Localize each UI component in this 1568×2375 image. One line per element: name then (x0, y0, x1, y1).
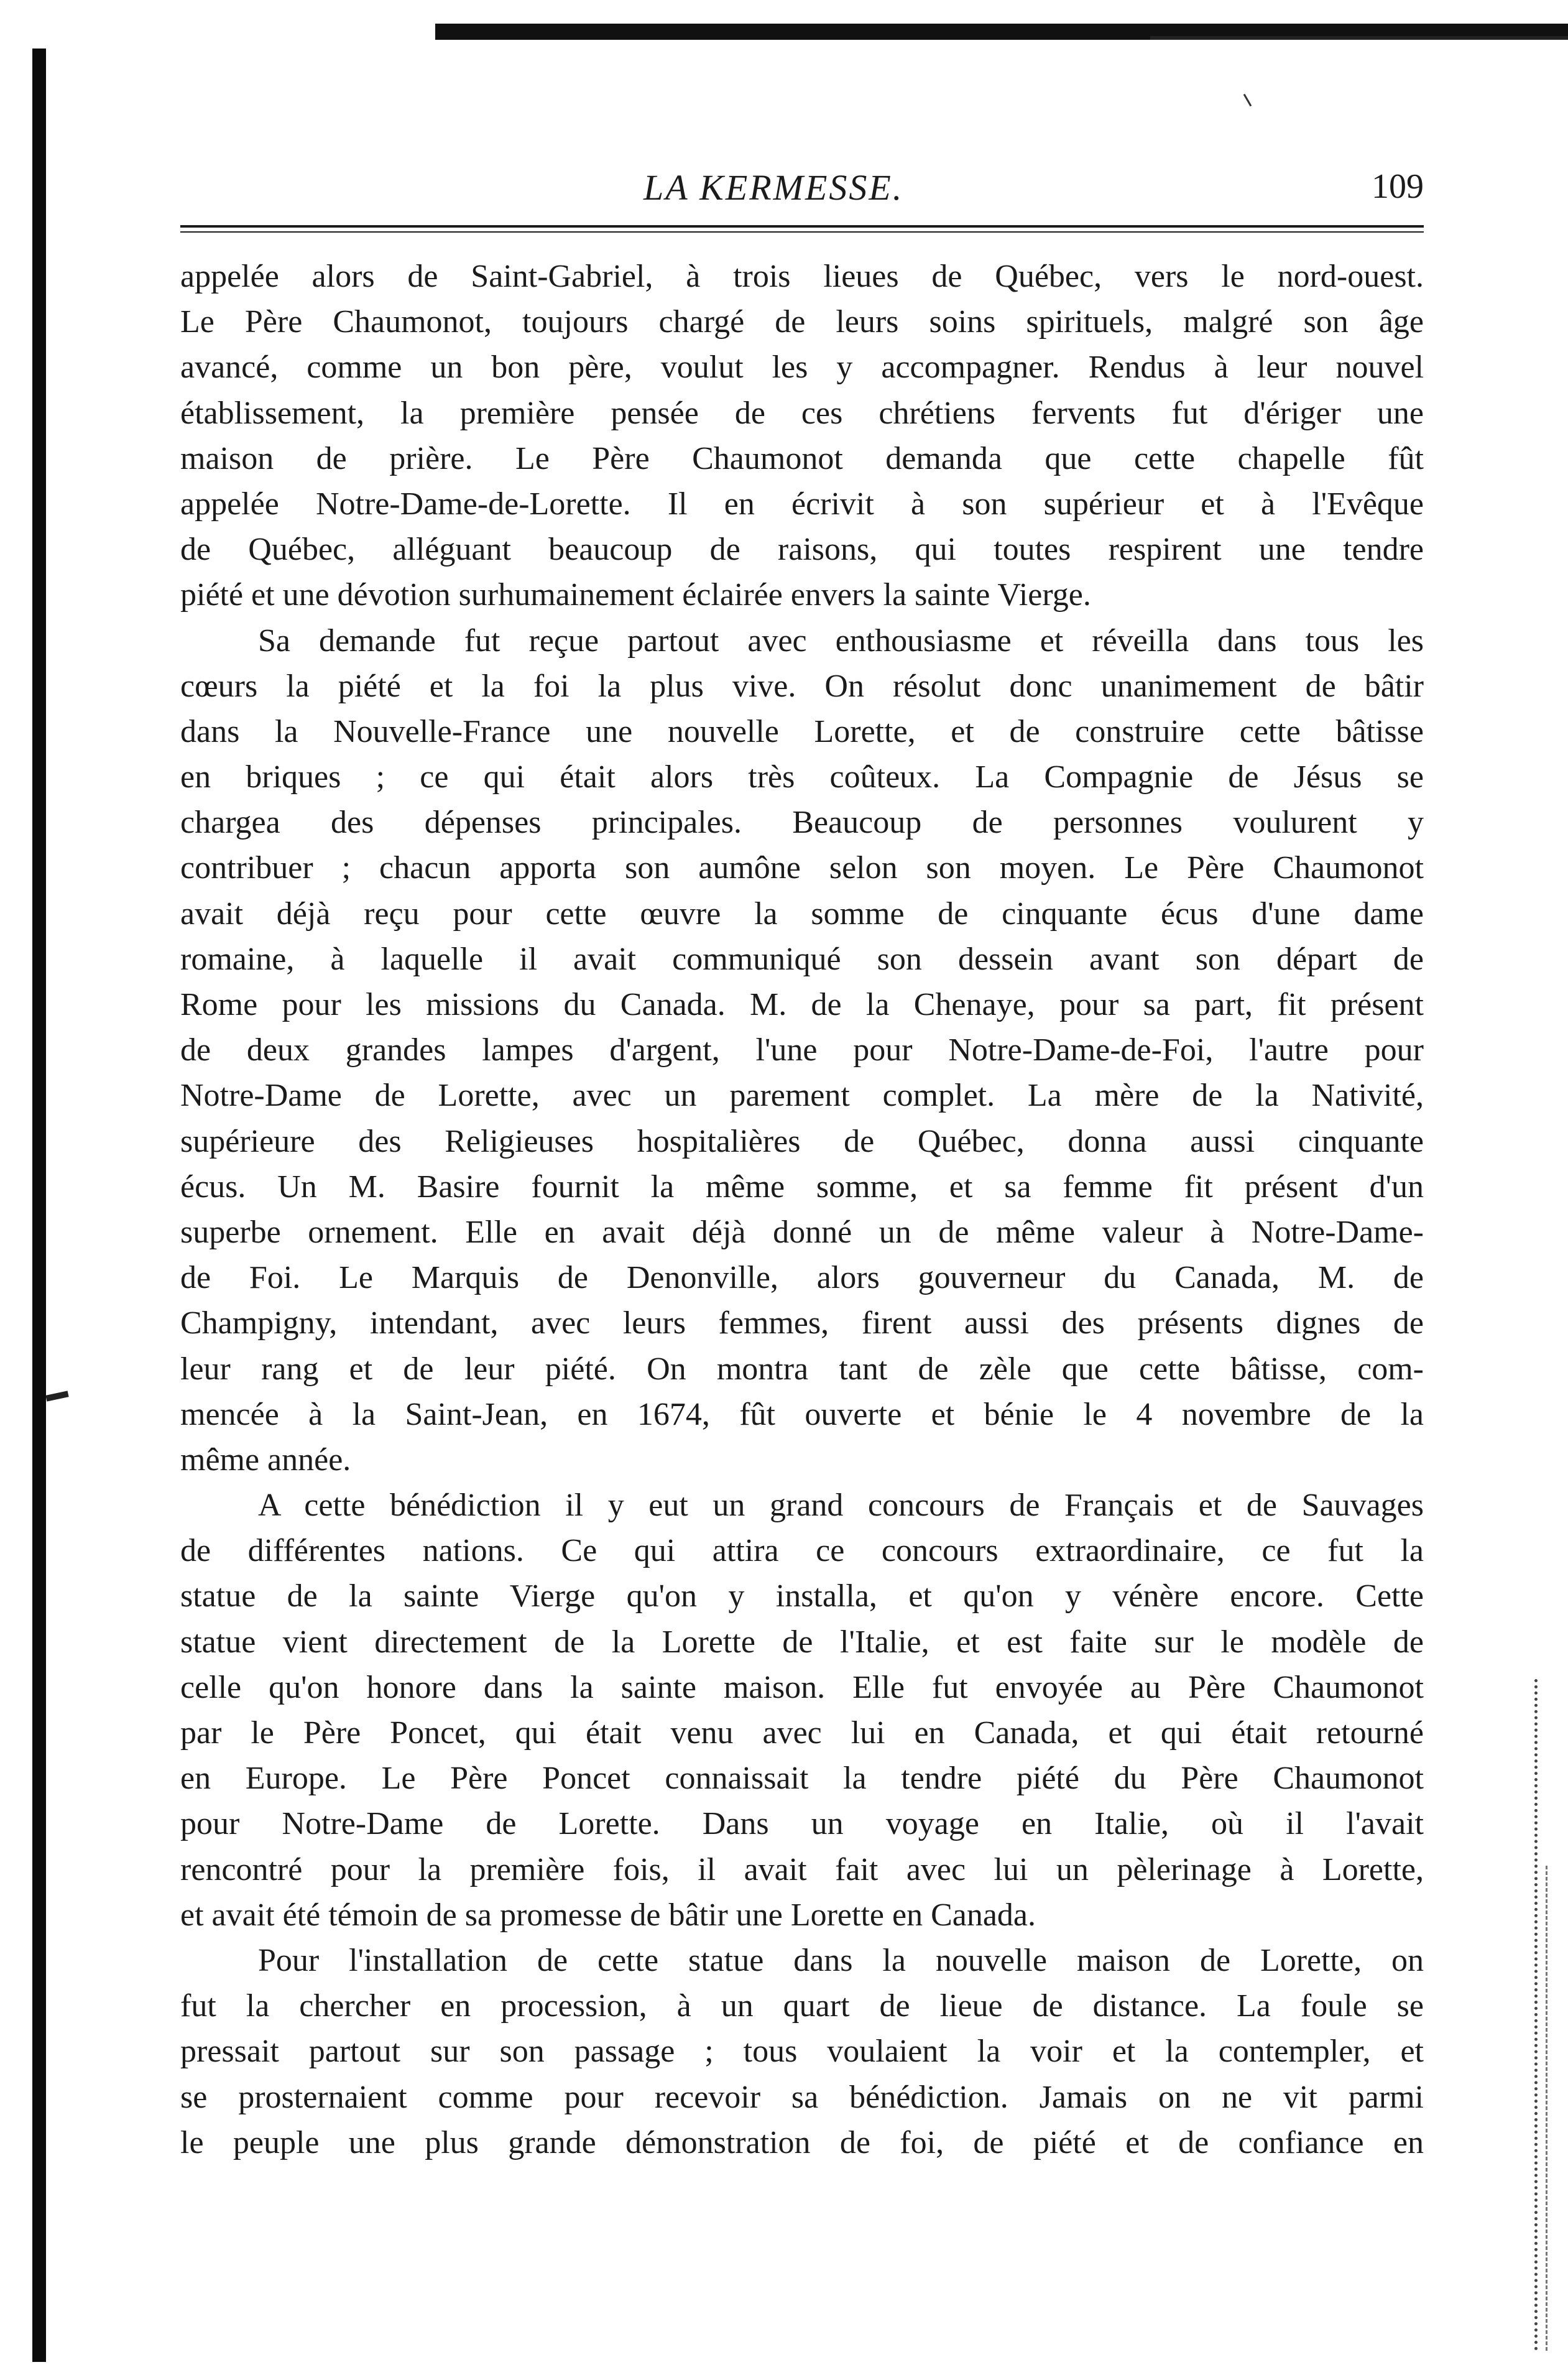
text-line: Champigny, intendant, avec leurs femmes, firent aussi des présents dignes de (180, 1305, 1424, 1341)
text-line: superbe ornement. Elle en avait déjà donné un de même valeur à Notre-Dame- (180, 1214, 1424, 1250)
paragraph (180, 1938, 1424, 2165)
text-line: dans la Nouvelle-France une nouvelle Lorette, et de construire cette bâtisse (180, 713, 1424, 749)
header-rule (180, 225, 1424, 228)
text-line: Sa demande fut reçue partout avec enthousiasme et réveilla dans tous les (258, 623, 1424, 659)
text-line: romaine, à laquelle il avait communiqué son dessein avant son départ de (180, 941, 1424, 977)
page-body-text (180, 254, 1424, 2165)
text-line: et avait été témoin de sa promesse de bâtir une Lorette en Canada. (180, 1897, 1036, 1933)
text-line: appelée Notre-Dame-de-Lorette. Il en écrivit à son supérieur et à l'Evêque (180, 486, 1424, 522)
text-line: se prosternaient comme pour recevoir sa bénédiction. Jamais on ne vit parmi (180, 2079, 1424, 2115)
text-line: piété et une dévotion surhumainement éclairée envers la sainte Vierge. (180, 577, 1091, 613)
text-line: avancé, comme un bon père, voulut les y accompagner. Rendus à leur nouvel (180, 350, 1424, 386)
text-line: de différentes nations. Ce qui attira ce concours extraordinaire, ce fut la (180, 1533, 1424, 1569)
text-line: chargea des dépenses principales. Beaucoup de personnes voulurent y (180, 805, 1424, 841)
text-line: même année. (180, 1442, 351, 1478)
paragraph (180, 1483, 1424, 1938)
page-number: 109 (1372, 167, 1424, 206)
scan-left-edge-bar (32, 49, 46, 2362)
running-title: LA KERMESSE. (643, 167, 904, 208)
paragraph (180, 618, 1424, 1483)
text-line: A cette bénédiction il y eut un grand concours de Français et de Sauvages (258, 1488, 1424, 1524)
text-line: appelée alors de Saint-Gabriel, à trois lieues de Québec, vers le nord-ouest. (180, 259, 1424, 294)
scan-right-edge-dots (1534, 1679, 1538, 2351)
running-header (180, 167, 1424, 216)
text-line: de deux grandes lampes d'argent, l'une pour Notre-Dame-de-Foi, l'autre pour (180, 1032, 1424, 1068)
text-line: contribuer ; chacun apporta son aumône selon son moyen. Le Père Chaumonot (180, 850, 1424, 886)
text-line: Le Père Chaumonot, toujours chargé de leurs soins spirituels, malgré son âge (180, 304, 1424, 340)
text-line: statue de la sainte Vierge qu'on y installa, et qu'on y vénère encore. Cette (180, 1578, 1424, 1614)
text-line: mencée à la Saint-Jean, en 1674, fût ouverte et bénie le 4 novembre de la (180, 1396, 1424, 1432)
text-line: fut la chercher en procession, à un quart de lieue de distance. La foule se (180, 1988, 1424, 2024)
scan-left-edge-notch (45, 1391, 68, 1401)
text-line: Pour l'installation de cette statue dans la nouvelle maison de Lorette, on (258, 1942, 1424, 1978)
text-line: par le Père Poncet, qui était venu avec lui en Canada, et qui était retourné (180, 1715, 1424, 1751)
text-line: leur rang et de leur piété. On montra tant de zèle que cette bâtisse, com- (180, 1351, 1424, 1387)
text-line: de Québec, alléguant beaucoup de raisons, qui toutes respirent une tendre (180, 532, 1424, 568)
text-line: celle qu'on honore dans la sainte maison. Elle fut envoyée au Père Chaumonot (180, 1669, 1424, 1705)
text-line: maison de prière. Le Père Chaumonot demanda que cette chapelle fût (180, 440, 1424, 476)
scan-top-edge-rule-thin (1150, 36, 1568, 40)
scan-speck (1243, 94, 1252, 107)
text-line: Notre-Dame de Lorette, avec un parement complet. La mère de la Nativité, (180, 1078, 1424, 1114)
text-line: avait déjà reçu pour cette œuvre la somme de cinquante écus d'une dame (180, 896, 1424, 932)
header-rule-thin (180, 231, 1424, 233)
text-line: en Europe. Le Père Poncet connaissait la tendre piété du Père Chaumonot (180, 1761, 1424, 1797)
text-line: pressait partout sur son passage ; tous voulaient la voir et la contempler, et (180, 2034, 1424, 2070)
text-line: en briques ; ce qui était alors très coûteux. La Compagnie de Jésus se (180, 759, 1424, 795)
paragraph (180, 254, 1424, 618)
text-line: le peuple une plus grande démonstration de foi, de piété et de confiance en (180, 2124, 1424, 2160)
text-line: de Foi. Le Marquis de Denonville, alors gouverneur du Canada, M. de (180, 1260, 1424, 1296)
text-line: statue vient directement de la Lorette de l'Italie, et est faite sur le modèle de (180, 1624, 1424, 1660)
text-line: supérieure des Religieuses hospitalières de Québec, donna aussi cinquante (180, 1123, 1424, 1159)
text-line: écus. Un M. Basire fournit la même somme, et sa femme fit présent d'un (180, 1169, 1424, 1205)
text-line: Rome pour les missions du Canada. M. de la Chenaye, pour sa part, fit présent (180, 987, 1424, 1022)
text-line: rencontré pour la première fois, il avait fait avec lui un pèlerinage à Lorette, (180, 1851, 1424, 1887)
text-line: pour Notre-Dame de Lorette. Dans un voyage en Italie, où il l'avait (180, 1806, 1424, 1842)
scan-right-edge-dashes (1546, 1866, 1547, 2351)
text-line: cœurs la piété et la foi la plus vive. On résolut donc unanimement de bâtir (180, 668, 1424, 704)
text-line: établissement, la première pensée de ces chrétiens fervents fut d'ériger une (180, 395, 1424, 431)
